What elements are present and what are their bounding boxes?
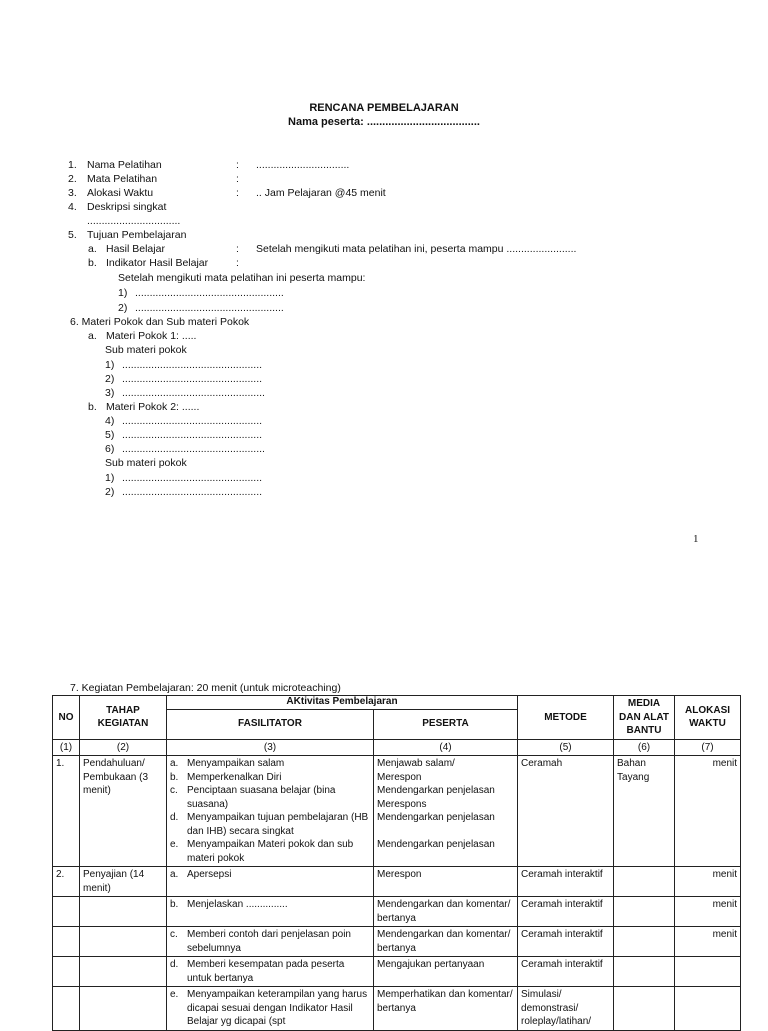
- activity-item: [170, 928, 370, 955]
- cell-no: 1.: [53, 756, 80, 867]
- cell-peserta: Mendengarkan dan komentar/ bertanya: [374, 927, 518, 957]
- cell-media: [614, 897, 675, 927]
- cell-no: [53, 897, 80, 927]
- activity-text: Penciptaan suasana belajar (bina suasana): [187, 785, 336, 810]
- cell-media: [614, 957, 675, 987]
- list-text: ................................................: [122, 415, 263, 427]
- activity-item: [170, 757, 370, 771]
- cell-alokasi: menit: [675, 927, 741, 957]
- list-item: [0, 471, 768, 485]
- cell-metode: Ceramah interaktif: [518, 927, 614, 957]
- cell-fasilitator: [167, 927, 374, 957]
- list-number: 3): [105, 387, 115, 399]
- list-item: [0, 442, 768, 456]
- list-text: ................................................: [122, 359, 263, 371]
- item-number: 5.: [68, 229, 77, 241]
- sub-materi-heading: Sub materi pokok: [105, 344, 187, 356]
- table-row: [53, 957, 741, 987]
- list-text: .................................................: [122, 443, 265, 455]
- list-number: 2): [118, 302, 128, 314]
- activity-letter: a.: [170, 758, 179, 769]
- cell-no: [53, 957, 80, 987]
- cell-no: [53, 927, 80, 957]
- item-value: ................................: [256, 159, 350, 171]
- cell-fasilitator: [167, 867, 374, 897]
- list-number: 1): [105, 472, 115, 484]
- activity-letter: b.: [170, 899, 179, 910]
- item-nama-pelatihan: [0, 158, 768, 172]
- list-text: ...................................................: [135, 302, 284, 314]
- subitem-materi-pokok-1: [0, 329, 768, 343]
- subitem-label: Hasil Belajar: [106, 243, 165, 255]
- cell-peserta: [374, 756, 518, 867]
- item-number: 1.: [68, 159, 77, 171]
- item-label: Alokasi Waktu: [87, 187, 154, 199]
- cell-metode: Ceramah interaktif: [518, 957, 614, 987]
- cell-fasilitator: [167, 957, 374, 987]
- activity-letter: e.: [170, 989, 179, 1000]
- table-row: [53, 897, 741, 927]
- column-number-row: [53, 739, 741, 756]
- item-materi-pokok: 6. Materi Pokok dan Sub materi Pokok: [70, 316, 250, 328]
- column-number: (6): [614, 739, 675, 756]
- cell-tahap: Penyajian (14 menit): [80, 867, 167, 897]
- list-number: 6): [105, 443, 115, 455]
- activity-item: [170, 958, 370, 985]
- cell-tahap: [80, 957, 167, 987]
- list-number: 2): [105, 486, 115, 498]
- table-row: [53, 987, 741, 1031]
- activity-letter: c.: [170, 929, 178, 940]
- list-item: [0, 301, 768, 315]
- cell-tahap: [80, 987, 167, 1031]
- list-item: [0, 428, 768, 442]
- cell-peserta: Memperhatikan dan komentar/ bertanya: [374, 987, 518, 1031]
- cell-peserta: Merespon: [374, 867, 518, 897]
- subitem-label: Materi Pokok 2: ......: [106, 401, 200, 413]
- item-mata-pelatihan: [0, 172, 768, 186]
- page-number: 1: [693, 533, 699, 545]
- item-colon: :: [236, 173, 239, 185]
- activity-item: [170, 771, 370, 785]
- subitem-letter: b.: [88, 401, 97, 413]
- list-item: [0, 286, 768, 300]
- activity-letter: d.: [170, 959, 179, 970]
- list-item: [0, 414, 768, 428]
- indikator-intro: Setelah mengikuti mata pelatihan ini peserta mampu:: [118, 272, 366, 284]
- cell-alokasi: menit: [675, 867, 741, 897]
- peserta-line: Mendengarkan penjelasan: [377, 812, 495, 823]
- item-tujuan-pembelajaran: [0, 228, 768, 242]
- header-alokasi: ALOKASI WAKTU: [675, 696, 741, 740]
- header-peserta: PESERTA: [374, 709, 518, 739]
- list-number: 4): [105, 415, 115, 427]
- item-alokasi-waktu: [0, 186, 768, 200]
- activity-letter: e.: [170, 839, 179, 850]
- column-number: (2): [80, 739, 167, 756]
- cell-alokasi: [675, 987, 741, 1031]
- item-number: 2.: [68, 173, 77, 185]
- header-no: NO: [53, 696, 80, 740]
- subitem-value: Setelah mengikuti mata pelatihan ini, peserta mampu ........................: [256, 243, 577, 255]
- activity-text: Apersepsi: [187, 869, 232, 880]
- item-value: .. Jam Pelajaran @45 menit: [256, 187, 386, 199]
- cell-tahap: Pendahuluan/ Pembukaan (3 menit): [80, 756, 167, 867]
- cell-no: 2.: [53, 867, 80, 897]
- activity-text: Menyampaikan keterampilan yang harus dicapai sesuai dengan Indikator Hasil Belajar yg dicapai (spt: [187, 989, 368, 1027]
- cell-fasilitator: [167, 987, 374, 1031]
- item-label: Tujuan Pembelajaran: [87, 229, 187, 241]
- subitem-letter: b.: [88, 257, 97, 269]
- list-text: ................................................: [122, 373, 263, 385]
- sub-materi-heading: Sub materi pokok: [105, 457, 187, 469]
- subitem-indikator-hasil-belajar: [0, 256, 768, 270]
- cell-media: [614, 987, 675, 1031]
- table-row: [53, 756, 741, 867]
- item-label: Deskripsi singkat: [87, 201, 167, 213]
- list-text: .................................................: [122, 387, 265, 399]
- list-text: ................................................: [122, 486, 263, 498]
- kegiatan-caption: 7. Kegiatan Pembelajaran: 20 menit (untuk microteaching): [70, 682, 341, 694]
- column-number: (3): [167, 739, 374, 756]
- activity-letter: a.: [170, 869, 179, 880]
- item-number: 4.: [68, 201, 77, 213]
- list-text: ................................................: [122, 472, 263, 484]
- activity-item: [170, 868, 370, 882]
- peserta-line: Merespon: [377, 771, 422, 783]
- document-title: RENCANA PEMBELAJARAN: [309, 102, 459, 114]
- cell-metode: Ceramah interaktif: [518, 867, 614, 897]
- item-number: 3.: [68, 187, 77, 199]
- header-aktivitas: AKtivitas Pembelajaran: [167, 696, 518, 710]
- table-row: [53, 867, 741, 897]
- subitem-materi-pokok-2: [0, 400, 768, 414]
- header-media: MEDIA DAN ALAT BANTU: [614, 696, 675, 740]
- cell-media: Bahan Tayang: [614, 756, 675, 867]
- activity-text: Memberi kesempatan pada peserta untuk bertanya: [187, 959, 345, 984]
- cell-metode: Ceramah: [518, 756, 614, 867]
- subitem-colon: :: [236, 257, 239, 269]
- peserta-line: Menjawab salam/: [377, 758, 455, 769]
- activity-item: [170, 898, 370, 912]
- peserta-line: Mendengarkan penjelasan: [377, 785, 495, 796]
- cell-peserta: Mengajukan pertanyaan: [374, 957, 518, 987]
- item-label: Nama Pelatihan: [87, 159, 162, 171]
- list-text: ................................................: [122, 429, 263, 441]
- list-number: 1): [105, 359, 115, 371]
- activity-letter: b.: [170, 771, 179, 783]
- table-row: [53, 927, 741, 957]
- subitem-colon: :: [236, 243, 239, 255]
- kegiatan-table: [52, 695, 741, 1031]
- list-item: [0, 358, 768, 372]
- cell-no: [53, 987, 80, 1031]
- item-colon: :: [236, 159, 239, 171]
- item-label: Mata Pelatihan: [87, 173, 158, 185]
- peserta-line: Merespons: [377, 798, 427, 810]
- column-number: (4): [374, 739, 518, 756]
- cell-alokasi: menit: [675, 897, 741, 927]
- list-text: ...................................................: [135, 287, 284, 299]
- cell-peserta: Mendengarkan dan komentar/ bertanya: [374, 897, 518, 927]
- subitem-label: Materi Pokok 1: .....: [106, 330, 197, 342]
- activity-item: [170, 784, 370, 811]
- header-tahap: TAHAP KEGIATAN: [80, 696, 167, 740]
- list-item: [0, 485, 768, 499]
- activity-item: [170, 811, 370, 838]
- activity-text: Menyampaikan tujuan pembelajaran (HB dan IHB) secara singkat: [187, 812, 369, 837]
- activity-text: Menjelaskan ...............: [187, 899, 288, 910]
- activity-letter: c.: [170, 785, 178, 796]
- table-header-row: [53, 696, 741, 710]
- cell-tahap: [80, 897, 167, 927]
- cell-fasilitator: [167, 897, 374, 927]
- activity-item: [170, 988, 370, 1029]
- participant-name-line: Nama peserta: .....................................: [288, 116, 480, 128]
- activity-text: Memperkenalkan Diri: [187, 771, 282, 783]
- cell-metode: Ceramah interaktif: [518, 897, 614, 927]
- peserta-spacer: [377, 825, 514, 839]
- column-number: (5): [518, 739, 614, 756]
- subitem-hasil-belajar: [0, 242, 768, 256]
- subitem-letter: a.: [88, 243, 97, 255]
- column-number: (7): [675, 739, 741, 756]
- cell-media: [614, 927, 675, 957]
- list-item: [0, 386, 768, 400]
- activity-text: Memberi contoh dari penjelasan poin sebelumnya: [187, 929, 351, 954]
- item-colon: :: [236, 187, 239, 199]
- cell-tahap: [80, 927, 167, 957]
- cell-alokasi: [675, 957, 741, 987]
- header-fasilitator: FASILITATOR: [167, 709, 374, 739]
- list-number: 5): [105, 429, 115, 441]
- item-deskripsi-singkat: [0, 200, 768, 214]
- activity-letter: d.: [170, 812, 179, 823]
- list-number: 1): [118, 287, 128, 299]
- activity-item: [170, 838, 370, 865]
- deskripsi-dots: ................................: [87, 215, 181, 227]
- subitem-label: Indikator Hasil Belajar: [106, 257, 209, 269]
- activity-text: Menyampaikan salam: [187, 758, 285, 769]
- list-number: 2): [105, 373, 115, 385]
- peserta-line: Mendengarkan penjelasan: [377, 839, 495, 850]
- cell-metode: Simulasi/ demonstrasi/ roleplay/latihan/: [518, 987, 614, 1031]
- cell-fasilitator: [167, 756, 374, 867]
- column-number: (1): [53, 739, 80, 756]
- subitem-letter: a.: [88, 330, 97, 342]
- cell-media: [614, 867, 675, 897]
- activity-text: Menyampaikan Materi pokok dan sub materi pokok: [187, 839, 354, 864]
- list-item: [0, 372, 768, 386]
- header-metode: METODE: [518, 696, 614, 740]
- cell-alokasi: menit: [675, 756, 741, 867]
